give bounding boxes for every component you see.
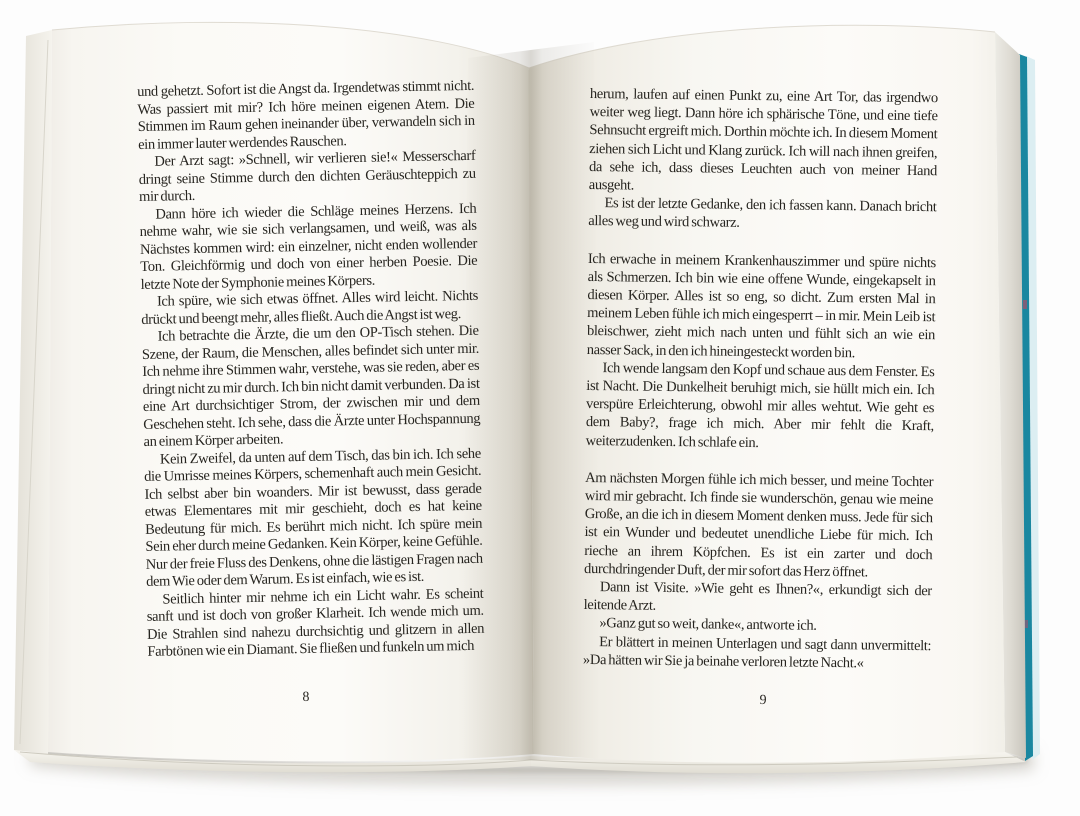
- paragraph: Kein Zweifel, da unten auf dem Tisch, das bin ich. Ich sehe die Umrisse meines Körpers, schemenhaft auch mein Gesicht. Ich selbst aber bin woanders. Mir ist bewusst, dass gerade etwas Elementares mit mir geschieht, doch es hat keine Bedeutung für mich. Es berührt mich nicht. Ich spüre mein Sein eher durch meine Gedanken. Kein Körper, keine Gefühle. Nur der freie Fluss des Denkens, ohne die lästigen Fragen nach dem Wie oder dem Warum. Es ist einfach, wie es ist.: [144, 445, 483, 590]
- right-page-text: [583, 85, 938, 673]
- paragraph: Er blättert in meinen Unterlagen und sagt dann unvermittelt: »Da hätten wir Sie ja beinahe verloren letzte Nacht.«: [582, 633, 932, 672]
- paragraph: Dann ist Visite. »Wie geht es Ihnen?«, erkundigt sich der leitende Arzt.: [583, 579, 932, 615]
- left-page-text: [137, 78, 485, 662]
- cover-edge-print-mark: [1023, 300, 1027, 309]
- paragraph: Ich wende langsam den Kopf und schaue aus dem Fenster. Es ist Nacht. Die Dunkelheit beruhigt mich, sie hüllt mich ein. Ich verspüre Erleichterung, obwohl mir alles wehtut. Wie geht es dem Baby?, frage ich mich. Aber mir fehlt die Kraft, weiterzudenken. Ich schlafe ein.: [585, 360, 935, 451]
- paragraph: Ich spüre, wie sich etwas öffnet. Alles wird leicht. Nichts drückt und beengt mehr, alles fließt. Auch die Angst ist weg.: [141, 287, 479, 328]
- left-page-number: 8: [302, 689, 310, 706]
- page-stack-left-edge: [14, 30, 52, 754]
- paragraph: Seitlich hinter mir nehme ich ein Licht wahr. Es scheint sanft und ist doch von großer Klarheit. Ich wende mich um. Die Strahlen sind nahezu durchsichtig und glitzern in allen Farbtönen wie ein Diamant. Sie fließen und funkeln um mich: [146, 585, 485, 660]
- paragraph: herum, laufen auf einen Punkt zu, eine Art Tor, das irgendwo weiter weg liegt. Dann höre ich sphärische Töne, und eine tiefe Sehnsucht ergreift mich. Dorthin möchte ich. In diesem Moment ziehen sich Licht und Klang zurück. Ich will nach ihnen greifen, da sehe ich, dass dieses Leuchten auch von meiner Hand ausgeht.: [588, 85, 938, 194]
- paragraph: Ich betrachte die Ärzte, die um den OP-Tisch stehen. Die Szene, der Raum, die Menschen, alles befindet sich unter mir. Ich nehme ihre Stimmen wahr, verstehe, was sie reden, aber es dringt nicht zu mir durch. Ich bin nicht damit verbunden. Da ist eine Art durchsichtiger Strom, der zwischen mir und dem Geschehen steht. Ich sehe, dass die Ärzte unter Hochspannung an einem Körper arbeiten.: [141, 322, 481, 450]
- paragraph: Der Arzt sagt: »Schnell, wir verlieren sie!« Messerscharf dringt seine Stimme durch den dichten Geräuschteppich zu mir durch.: [138, 147, 476, 205]
- right-page-number: 9: [759, 692, 767, 709]
- paragraph: Dann höre ich wieder die Schläge meines Herzens. Ich nehme wahr, wie sie sich verlangsamen, und weiß, was als Nächstes kommen wird: ein einzelner, nicht enden wollender Ton. Gleichförmig und doch von einer herben Poesie. Die letzte Note der Symphonie meines Körpers.: [139, 200, 478, 293]
- paragraph: »Ganz gut so weit, danke«, antworte ich.: [599, 615, 817, 635]
- paragraph: Am nächsten Morgen fühle ich mich besser, und meine Tochter wird mir gebracht. Ich finde sie wunderschön, genau wie meine Große, an die ich in diesem Moment denken muss. Jede für sich ist ein Wunder und bedeutet unendliche Liebe für mich. Ich rieche an ihrem Köpfchen. Es ist ein zarter und doch durchdringender Duft, der mir sofort das Herz öffnet.: [583, 469, 934, 581]
- paragraph: Ich erwache in meinem Krankenhauszimmer und spüre nichts als Schmerzen. Ich bin wie eine offene Wunde, eingekapselt in diesen Körper. Alles ist so eng, so dicht. Zum ersten Mal in meinem Leben fühle ich mich eingesperrt – in mir. Mein Leib ist bleischwer, zieht mich nach unten und fühlt sich an wie ein nasser Sack, in den ich hineingesteckt worden bin.: [586, 250, 936, 361]
- paragraph: Es ist der letzte Gedanke, den ich fassen kann. Danach bricht alles weg und wird schwarz.: [588, 195, 937, 232]
- paragraph: und gehetzt. Sofort ist die Angst da. Irgendetwas stimmt nicht. Was passiert mit mir? Ich höre meinen eigenen Atem. Die Stimmen im Raum gehen ineinander über, verwandeln sich in ein immer lauter werdendes Rauschen.: [137, 77, 475, 153]
